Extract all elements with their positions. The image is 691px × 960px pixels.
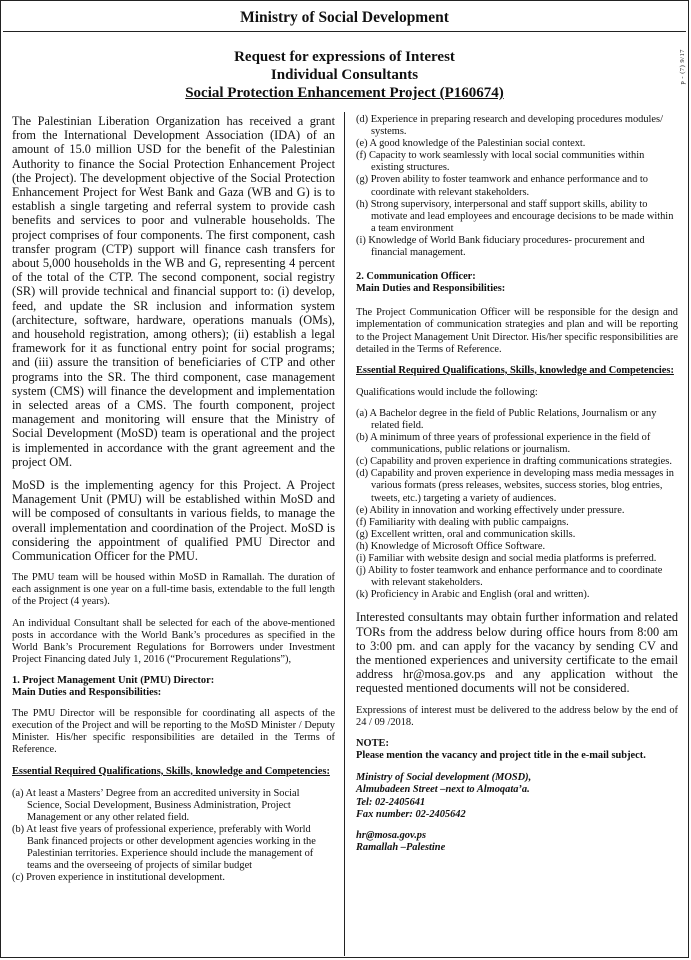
director-qualifications-continued	[356, 114, 678, 259]
list-item: (c) Proven experience in institutional development.	[12, 872, 225, 884]
communication-heading	[356, 271, 678, 295]
director-qualifications-list	[12, 788, 335, 885]
list-item: (i) Familiar with website design and social media platforms is preferred.	[356, 553, 657, 564]
list-item: (f) Capacity to work seamlessly with local social communities within existing structures.	[356, 150, 645, 174]
selection-paragraph: An individual Consultant shall be selected for each of the above-mentioned posts in accordance with the World Bank’s procedures as specified in the World Bank’s Procurement Regulations for Borrowers under Investment Project Financing dated July 1, 2016 (“Procurement Regulations”),	[12, 617, 335, 665]
header-divider	[3, 31, 686, 32]
list-item: (g) Proven ability to foster teamwork and enhance performance and to coordinate with relevant stakeholders.	[356, 174, 648, 198]
list-item: (b) A minimum of three years of professional experience in the field of communications, public relations or journalism.	[356, 432, 651, 456]
director-heading	[12, 675, 335, 699]
list-item: (i) Knowledge of World Bank fiduciary procedures- procurement and financial management.	[356, 234, 645, 259]
left-column	[12, 114, 335, 893]
list-item: (j) Ability to foster teamwork and enhance performance and to coordinate with relevant stakeholders.	[356, 565, 663, 589]
communication-heading-subtitle: Main Duties and Responsibilities:	[356, 283, 506, 295]
list-item: (c) Capability and proven experience in drafting communications strategies.	[356, 456, 672, 468]
list-item: (h) Knowledge of Microsoft Office Software.	[356, 540, 546, 552]
right-column	[356, 114, 678, 855]
list-item: (h) Strong supervisory, interpersonal and staff support skills, ability to motivate and lead employees and encourage decisions to be made within a team environment	[356, 198, 674, 234]
qualifications-intro: Qualifications would include the following:	[356, 386, 538, 398]
list-item: (a) At least a Masters’ Degree from an accredited university in Social Science, Social Development, Business Administration, Project Management or any other related field.	[12, 787, 300, 823]
application-instructions: Interested consultants may obtain further information and related TORs from the address below during office hours from 8:00 am to 3:00 pm. and can apply for the vacancy by sending CV and the mentioned experiences and university certificate to the email address hr@mosa.gov.ps and any application without the requested mentioned documents will not be considered.	[356, 610, 678, 696]
consultants-title: Individual Consultants	[270, 67, 419, 83]
list-item: (k) Proficiency in Arabic and English (oral and written).	[356, 589, 590, 601]
communication-qualifications-heading: Essential Required Qualifications, Skills, knowledge and Competencies:	[356, 364, 674, 376]
address-line: Fax number: 02-2405642	[356, 809, 466, 821]
note-label: NOTE:	[356, 737, 389, 749]
project-title: Social Protection Enhancement Project (P160674)	[185, 85, 504, 101]
list-item: (g) Excellent written, oral and communication skills.	[356, 528, 576, 540]
list-item: (d) Experience in preparing research and developing procedures modules/ systems.	[356, 114, 663, 138]
list-item: (e) Ability in innovation and working effectively under pressure.	[356, 504, 625, 516]
housed-paragraph: The PMU team will be housed within MoSD in Ramallah. The duration of each assignment is one year on a full-time basis, extendable to the full length of the Project (4 years).	[12, 572, 335, 608]
contact-email: hr@mosa.gov.ps	[356, 829, 427, 841]
side-code: p - (7) 9/17	[679, 49, 686, 85]
communication-duties: The Project Communication Officer will be responsible for the design and implementation of communication strategies and plan and will be reporting to the Project Management Unit Director. His/her specific responsibilities are detailed in the Terms of Reference.	[356, 307, 678, 355]
list-item: (b) At least five years of professional experience, preferably with World Bank financed projects or other development agencies working in the Palestinian territories. Experience should include the management of teams and the overseeing of projects of similar budget	[12, 823, 316, 872]
agency-paragraph: MoSD is the implementing agency for this Project. A Project Management Unit (PMU) will be established within MoSD and will be composed of consultants in various fields, to manage the overall implementation and coordination of the Project. MoSD is considering the appointment of qualified PMU Director and Communication Officer for the PMU.	[12, 478, 335, 564]
contact-city: Ramallah –Palestine	[356, 842, 446, 854]
intro-paragraph: The Palestinian Liberation Organization has received a grant from the International Development Association (IDA) of an amount of 15.0 million USD for the benefit of the Palestinian Authority to finance the Social Protection Enhancement Project (the Project). The development objective of the Social Protection Enhancement Project for West Bank and Gaza (WB and G) is to establish a single targeting and referral system to provide cash benefits and services to poor and vulnerable households. The project comprises of four components. The first component, cash transfer program (CTP) support will finance cash transfers for about 5,000 households in the WB and G, representing 4 percent of the total of the CTP. The second component, social registry (SR) will provide technical and financial support to: (i) develop, feed, and update the SR inclusion and information system (architecture, software, hardware, operations manuals (OMs), and household registration, among others); (ii) establish a legal framework for it as functional entry point for social programs; and (iii) assure the transition of beneficiaries of CTP and other programs into the SR. The third component, case management system (CMS) will finance the development and implementation in selected areas of a CMS. The fourth component, project management and monitoring will ensure that the Ministry of Social Development (MoSD) team is operational and the project is implemented in accordance with the grant agreement and the project OM.	[12, 114, 335, 469]
request-title: Request for expressions of Interest	[234, 49, 455, 65]
address-line: Ministry of Social development (MOSD),	[356, 771, 532, 783]
director-heading-subtitle: Main Duties and Responsibilities:	[12, 687, 162, 699]
director-heading-title: 1. Project Management Unit (PMU) Director:	[12, 674, 215, 686]
communication-heading-title: 2. Communication Officer:	[356, 271, 476, 283]
communication-qualifications-list	[356, 408, 678, 602]
deadline-notice: Expressions of interest must be delivered to the address below by the end of 24 / 09 /2018.	[356, 704, 678, 728]
list-item: (d) Capability and proven experience in developing mass media messages in various formats (press releases, websites, success stories, blog entries, tweets, etc.) targeting a variety of audiences.	[356, 468, 674, 504]
list-item: (f) Familiarity with dealing with public campaigns.	[356, 516, 569, 528]
list-item: (a) A Bachelor degree in the field of Public Relations, Journalism or any related field.	[356, 407, 657, 431]
ministry-title: Ministry of Social Development	[240, 9, 449, 26]
note-text: Please mention the vacancy and project title in the e-mail subject.	[356, 749, 646, 761]
list-item: (e) A good knowledge of the Palestinian social context.	[356, 138, 586, 150]
address-line: Almubadeen Street –next to Almoqata’a.	[356, 784, 530, 796]
contact-address	[356, 772, 678, 855]
column-divider	[344, 112, 345, 956]
address-line: Tel: 02-2405641	[356, 796, 426, 808]
director-qualifications-heading: Essential Required Qualifications, Skills, knowledge and Competencies:	[12, 765, 330, 777]
director-duties: The PMU Director will be responsible for coordinating all aspects of the execution of the Project and will be reporting to the MoSD Minister / Deputy Minister. His/her specific responsibilities are detailed in the Terms of Reference.	[12, 708, 335, 756]
